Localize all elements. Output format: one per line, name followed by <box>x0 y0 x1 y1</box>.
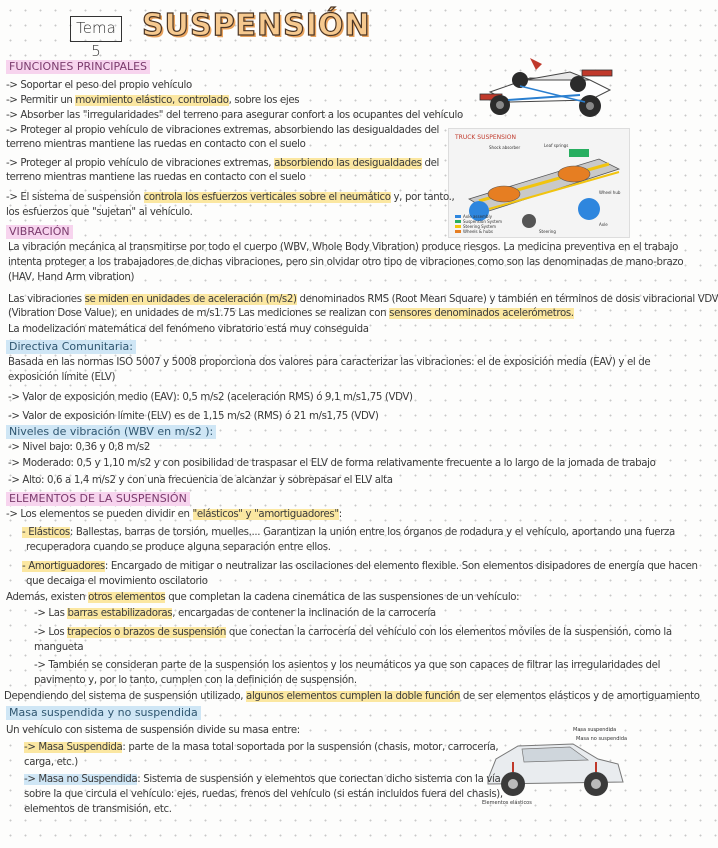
funciones-line-5: terreno mientras mantiene las ruedas en contacto con el suelo <box>6 139 306 150</box>
directiva-p1-line-2: exposición límite (ELV) <box>8 372 116 383</box>
truck-legend-2: Suspension System <box>463 219 503 224</box>
ademas-line: Además, existen otros elementos que completan la cadena cinemática de las suspensiones de un vehículo: <box>6 592 520 603</box>
masa-no-suspendida-line-3: elementos de transmisión, etc. <box>24 804 172 815</box>
truck-label-4: Axle <box>599 222 608 227</box>
funciones-line-6: -> Proteger al propio vehículo de vibraciones extremas, absorbiendo las desigualdades del <box>6 158 439 169</box>
tema-label: Tema 5 <box>70 16 122 42</box>
vibracion-p1-line-2: intenta proteger a los trabajadores de dichas vibraciones, pero sin olvidar otro tipo de vibraciones como son las denominadas de mano-brazo <box>8 257 684 268</box>
directiva-p1-line-1: Basada en las normas ISO 5007 y 5008 proporciona dos valores para caracterizar las vibraciones: el de exposición media (EAV) y el de <box>8 357 651 368</box>
masa-no-suspendida-line-2: sobre la que circula el vehículo: ejes, ruedas, frenos del vehículo (si están incluidos fuera del chasis), <box>24 789 503 800</box>
barras-line: -> Las barras estabilizadoras, encargadas de contener la inclinación de la carrocería <box>34 608 436 619</box>
funciones-line-2: -> Permitir un movimiento elástico, controlado, sobre los ejes <box>6 95 300 106</box>
truck-label-3: Wheel hub <box>599 190 621 195</box>
vibracion-p2-line-1: Las vibraciones se miden en unidades de aceleración (m/s2) denominados RMS (Root Mean Square) y también en términos de dosis vibracional VDV <box>8 294 718 305</box>
section-heading-vibracion: VIBRACIÓN <box>6 225 73 239</box>
tambien-line-2: pavimento y, por lo tanto, cumplen con la definición de suspensión. <box>34 675 357 686</box>
masa-intro: Un vehículo con sistema de suspensión divide su masa entre: <box>6 725 300 736</box>
car-label-3: Elementos elásticos <box>482 800 532 806</box>
vibracion-p3: La modelización matemática del fenómeno vibratorio está muy conseguida <box>8 324 369 335</box>
masa-suspendida-line-2: carga, etc.) <box>24 757 78 768</box>
funciones-line-3: -> Absorber las "irregularidades" del terreno para asegurar confort a los ocupantes del vehículo <box>6 110 463 121</box>
elasticos-line-2: recuperadora cuando se produce alguna separación entre ellos. <box>26 542 331 553</box>
funciones-line-4: -> Proteger al propio vehículo de vibraciones extremas, absorbiendo las desigualdades del <box>6 125 439 136</box>
race-car-figure <box>470 50 625 125</box>
section-heading-elementos: ELEMENTOS DE LA SUSPENSIÓN <box>6 492 190 506</box>
car-label-1: Masa suspendida <box>573 727 617 733</box>
funciones-line-1: -> Soportar el peso del propio vehículo <box>6 80 192 91</box>
dependiendo-line: Dependiendo del sistema de suspensión utilizado, algunos elementos cumplen la doble función de ser elementos elásticos y de amortiguamiento <box>4 691 700 702</box>
directiva-line-2: -> Valor de exposición límite (ELV) es de 1,15 m/s2 (RMS) ó 21 m/s1,75 (VDV) <box>8 411 379 422</box>
truck-legend-3: Steering System <box>463 224 497 229</box>
truck-label-1: Shock absorber <box>489 145 521 150</box>
niveles-line-2: -> Moderado: 0,5 y 1,10 m/s2 y con posibilidad de traspasar el ELV de forma relativamente frecuente a lo largo de la jornada de trabajo <box>8 458 656 469</box>
truck-label-5: Steering <box>539 229 556 234</box>
funciones-line-7: terreno mientras mantiene las ruedas en contacto con el suelo <box>6 172 306 183</box>
niveles-line-3: -> Alto: 0,6 a 1,4 m/s2 y con una frecuencia de alcanzar y sobrepasar el ELV alta <box>8 475 393 486</box>
section-heading-funciones: FUNCIONES PRINCIPALES <box>6 60 150 74</box>
page-title: SUSPENSIÓN <box>142 8 371 43</box>
funciones-line-9: los esfuerzos que "sujetan" al vehículo. <box>6 207 193 218</box>
header <box>70 8 371 60</box>
vibracion-p1-line-1: La vibración mecánica al transmitirse por todo el cuerpo (WBV, Whole Body Vibration) produce riesgos. La medicina preventiva en el trabajo <box>8 242 679 253</box>
truck-legend-1: Axle assembly <box>463 214 492 219</box>
car-label-2: Masa no suspendida <box>576 736 628 742</box>
elasticos-line-1: - Elásticos: Ballestas, barras de torsión, muelles.... Garantizan la unión entre los órganos de rodadura y el vehículo, aportando una fuerza <box>22 527 675 538</box>
amortiguadores-line-2: que decaiga el movimiento oscilatorio <box>26 576 208 587</box>
tambien-line-1: -> También se consideran parte de la suspensión los asientos y los neumáticos ya que son capaces de filtrar las irregularidades del <box>34 660 661 671</box>
vibracion-p1-line-3: (HAV, Hand Arm vibration) <box>8 272 135 283</box>
masa-no-suspendida-line-1: -> Masa no Suspendida: Sistema de suspensión y elementos que conectan dicho sistema con la vía <box>24 774 501 785</box>
truck-suspension-figure <box>448 128 630 238</box>
truck-title: TRUCK SUSPENSION <box>455 134 516 141</box>
funciones-line-8: -> El sistema de suspensión controla los esfuerzos verticales sobre el neumático y, por tanto., <box>6 192 455 203</box>
directiva-line-1: -> Valor de exposición medio (EAV): 0,5 m/s2 (aceleración RMS) ó 9,1 m/s1,75 (VDV) <box>8 392 413 403</box>
trapecios-line-2: mangueta <box>34 642 84 653</box>
section-heading-directiva: Directiva Comunitaria: <box>6 340 136 354</box>
amortiguadores-line-1: - Amortiguadores: Encargado de mitigar o neutralizar las oscilaciones del elemento flexible. Son elementos disipadores de energía que hacen <box>22 561 698 572</box>
vibracion-p2-line-2: (Vibration Dose Value), en unidades de m/s1.75 Las mediciones se realizan con sensores denominados acelerómetros. <box>8 308 574 319</box>
truck-legend-4: Wheels & hubs <box>463 229 493 234</box>
truck-label-2: Leaf springs <box>544 143 569 148</box>
masa-suspendida-line-1: -> Masa Suspendida: parte de la masa total soportada por la suspensión (chasis, motor, carrocería, <box>24 742 499 753</box>
section-heading-masa: Masa suspendida y no suspendida <box>6 706 201 720</box>
section-heading-niveles: Niveles de vibración (WBV en m/s2 ): <box>6 425 216 439</box>
niveles-line-1: -> Nivel bajo: 0,36 y 0,8 m/s2 <box>8 442 150 453</box>
elementos-intro: -> Los elementos se pueden dividir en "elásticos" y "amortiguadores": <box>6 509 342 520</box>
trapecios-line-1: -> Los trapecios o brazos de suspensión que conectan la carrocería del vehículo con los elementos móviles de la suspensión, como la <box>34 627 672 638</box>
